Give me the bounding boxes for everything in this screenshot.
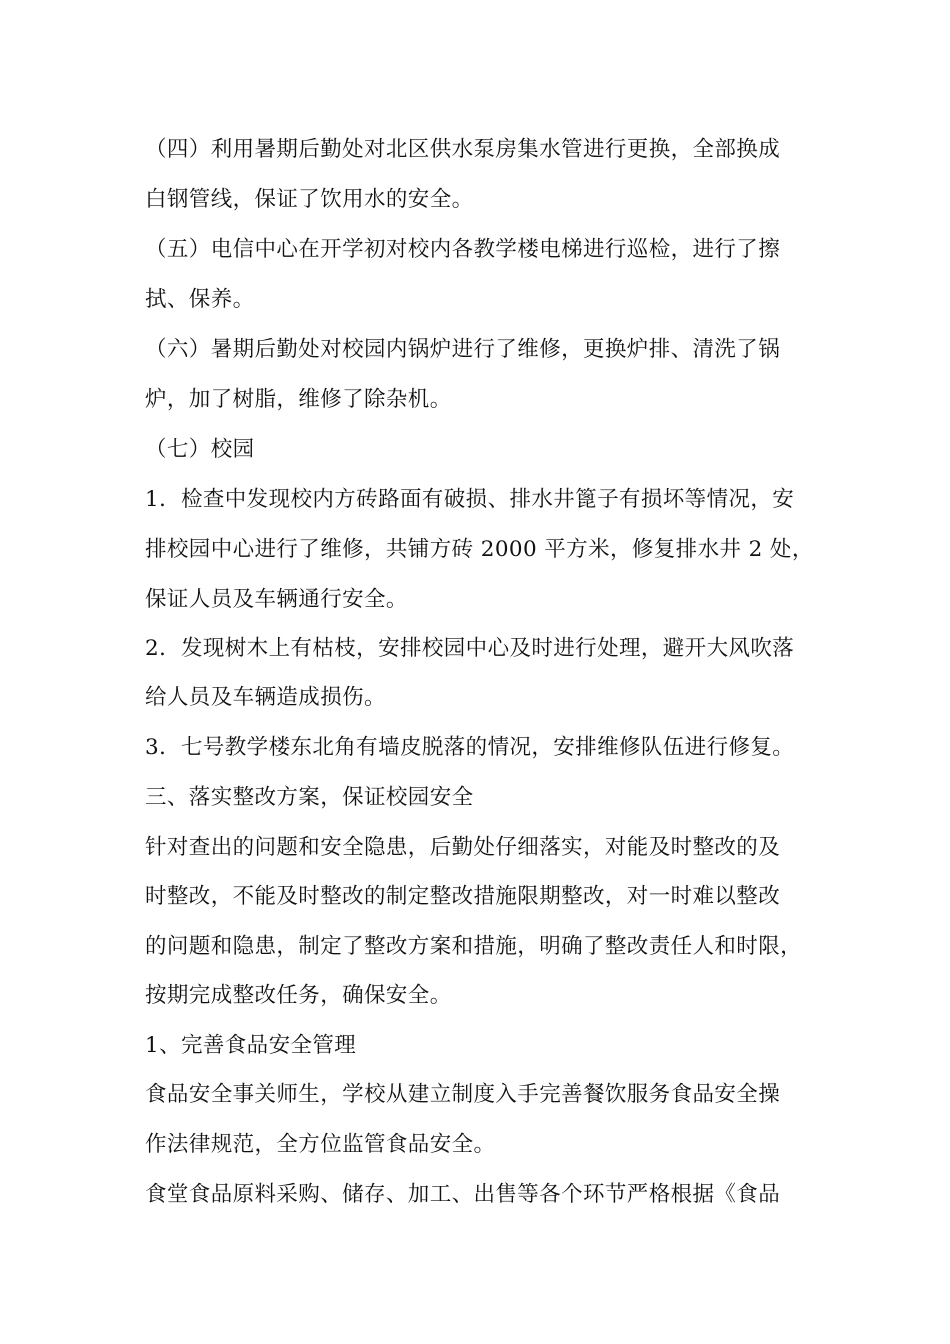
text-line: 白钢管线，保证了饮用水的安全。 <box>145 187 474 212</box>
text-line: 2．发现树木上有枯枝，安排校园中心及时进行处理，避开大风吹落 <box>145 636 795 661</box>
text-line: 拭、保养。 <box>145 287 255 312</box>
text-line: 炉，加了树脂，维修了除杂机。 <box>145 387 452 412</box>
text-line: 按期完成整改任务，确保安全。 <box>145 983 452 1008</box>
text-line: 给人员及车辆造成损伤。 <box>145 685 386 710</box>
text-line: 三、落实整改方案，保证校园安全 <box>145 785 474 810</box>
text-line: （五）电信中心在开学初对校内各教学楼电梯进行巡检，进行了擦 <box>145 237 781 262</box>
text-line: 1、完善食品安全管理 <box>145 1033 357 1058</box>
text-line: 作法律规范，全方位监管食品安全。 <box>145 1132 496 1157</box>
text-line: （四）利用暑期后勤处对北区供水泵房集水管进行更换，全部换成 <box>145 137 781 162</box>
text-line: 排校园中心进行了维修，共铺方砖 2000 平方米，修复排水井 2 处， <box>145 537 814 562</box>
text-line: （六）暑期后勤处对校园内锅炉进行了维修，更换炉排、清洗了锅 <box>145 337 781 362</box>
text-line: 的问题和隐患，制定了整改方案和措施，明确了整改责任人和时限， <box>145 934 803 959</box>
text-line: 1．检查中发现校内方砖路面有破损、排水井篦子有损坏等情况，安 <box>145 487 795 512</box>
text-line: 3．七号教学楼东北角有墙皮脱落的情况，安排维修队伍进行修复。 <box>145 735 795 760</box>
text-line: 食堂食品原料采购、储存、加工、出售等各个环节严格根据《食品 <box>145 1182 781 1207</box>
text-line: 食品安全事关师生，学校从建立制度入手完善餐饮服务食品安全操 <box>145 1082 781 1107</box>
text-line: 时整改，不能及时整改的制定整改措施限期整改，对一时难以整改 <box>145 884 781 909</box>
text-line: 保证人员及车辆通行安全。 <box>145 587 408 612</box>
text-line: 针对查出的问题和安全隐患，后勤处仔细落实，对能及时整改的及 <box>145 835 781 860</box>
text-line: （七）校园 <box>145 437 255 462</box>
